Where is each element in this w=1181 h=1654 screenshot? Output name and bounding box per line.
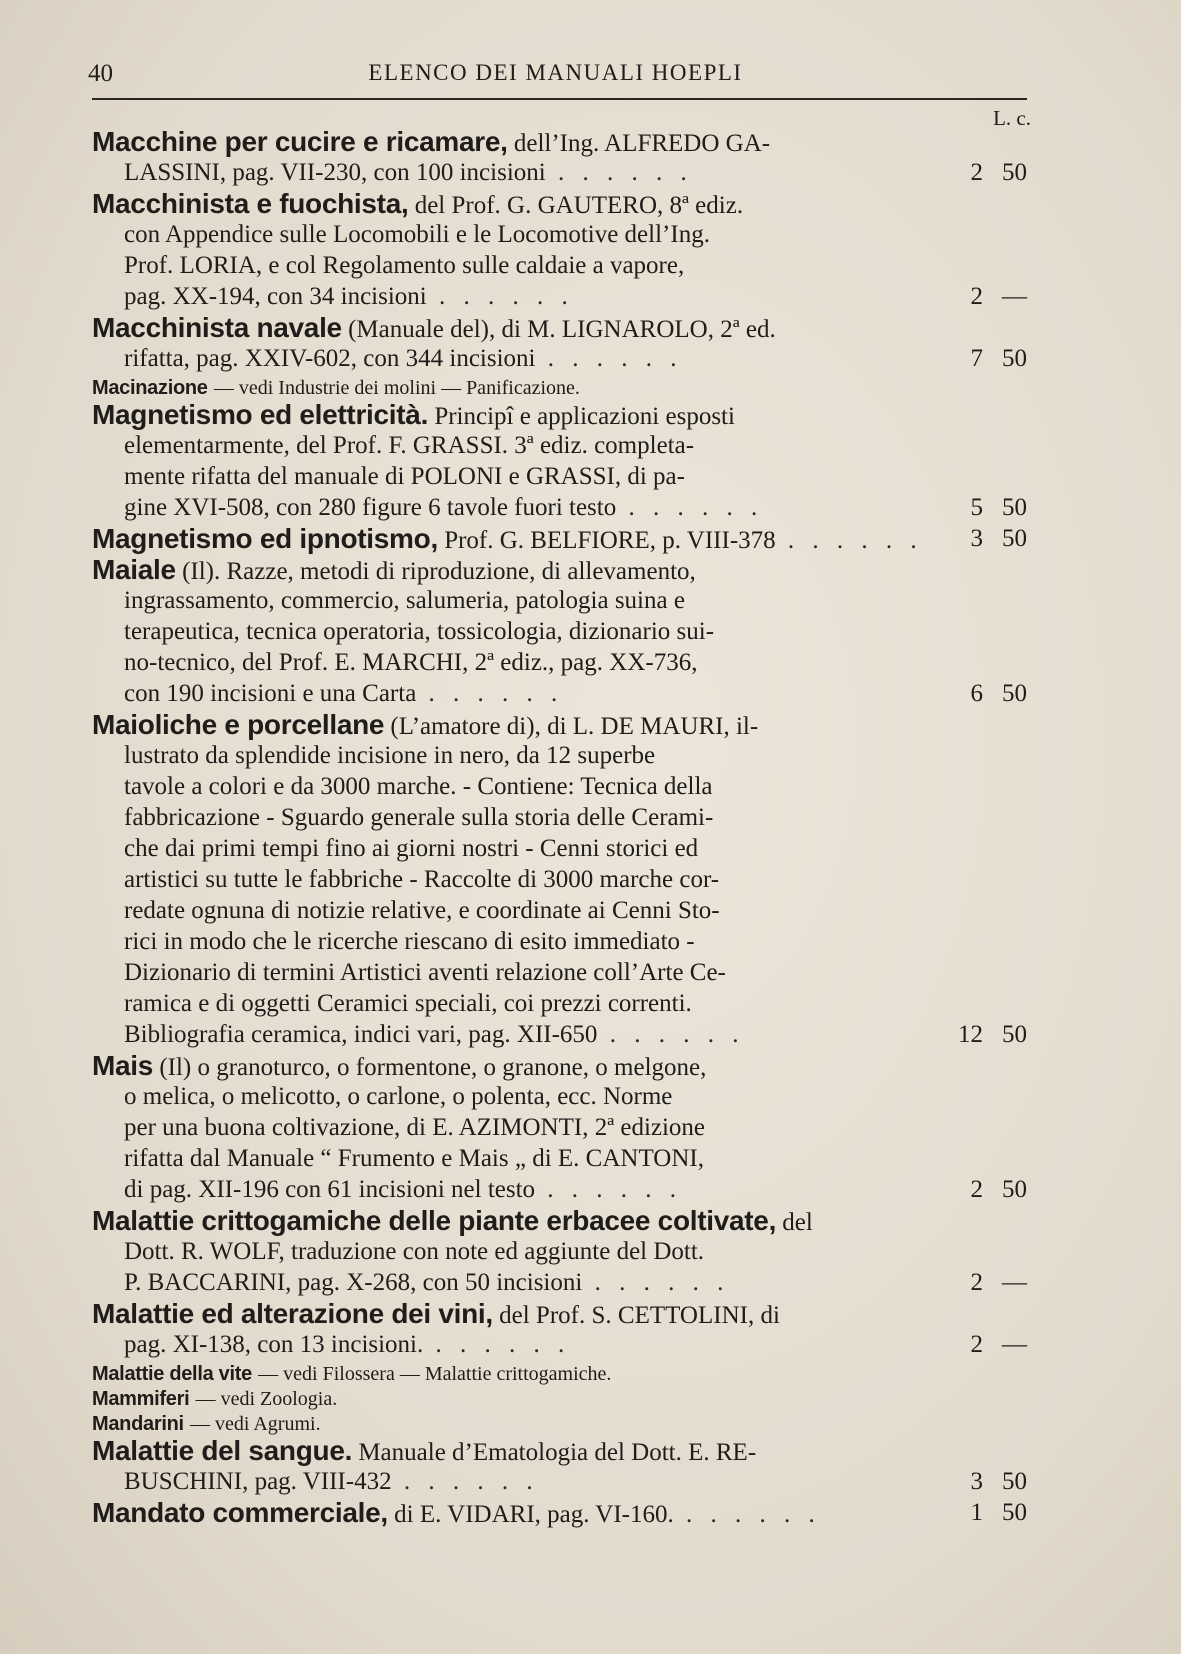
price-cents: 50: [1002, 1021, 1027, 1048]
entry-line: [92, 126, 1027, 157]
dot-leader: . . . . . .: [426, 283, 574, 310]
dot-leader: . . . . . .: [775, 527, 923, 554]
catalog-entries: [92, 126, 1027, 1528]
entry-keyword: Macchine per cucire e ricamare,: [92, 126, 508, 157]
catalog-entry: [92, 188, 1027, 312]
catalog-entry: [92, 1435, 1027, 1497]
entry-line: [92, 1497, 1027, 1528]
entry-line: [92, 1385, 1027, 1410]
entry-text: fabbricazione - Sguardo generale sulla storia delle Cerami-: [124, 804, 714, 831]
entry-line: [92, 957, 1027, 988]
entry-text: gine XVI-508, con 280 figure 6 tavole fuori testo: [124, 494, 617, 521]
entry-price: [937, 1466, 1027, 1497]
price-lire: 6: [970, 680, 983, 707]
entry-line: [92, 771, 1027, 802]
price-lire: 3: [970, 1468, 983, 1495]
cross-reference-entry: [92, 1385, 1027, 1410]
dot-leader: . . . . . .: [535, 1176, 683, 1203]
dot-leader: . . . . . .: [582, 1269, 730, 1296]
entry-line: [92, 1205, 1027, 1236]
cross-reference-entry: [92, 1360, 1027, 1385]
catalog-entry: [92, 523, 1027, 554]
price-lire: 2: [970, 1269, 983, 1296]
price-cents: 50: [1002, 680, 1027, 707]
price-lire: 2: [970, 1176, 983, 1203]
entry-keyword: Malattie crittogamiche delle piante erbacee coltivate,: [92, 1205, 777, 1236]
dot-leader: . . . . . .: [545, 159, 693, 186]
entry-line: [92, 709, 1027, 740]
entry-line: [92, 1298, 1027, 1329]
dot-leader: . . . . . .: [535, 345, 683, 372]
entry-line: [92, 1410, 1027, 1435]
entry-line: [92, 802, 1027, 833]
entry-keyword: Maioliche e porcellane: [92, 709, 385, 740]
entry-text: BUSCHINI, pag. VIII-432: [124, 1468, 392, 1495]
catalog-entry: [92, 709, 1027, 1050]
header-rule: [92, 98, 1027, 100]
entry-text: — vedi Zoologia.: [195, 1388, 338, 1410]
entry-text: — vedi Agrumi.: [190, 1413, 321, 1435]
entry-line: [92, 895, 1027, 926]
entry-line: [92, 554, 1027, 585]
entry-line: [92, 1174, 1027, 1205]
entry-text: del Prof. S. CETTOLINI, di: [499, 1302, 780, 1329]
dot-leader: . . . . . .: [391, 1468, 539, 1495]
catalog-entry: [92, 1298, 1027, 1360]
entry-line: [92, 585, 1027, 616]
entry-text: rici in modo che le ricerche riescano di esito immediato -: [124, 928, 695, 955]
entry-line: [92, 430, 1027, 461]
entry-line: [92, 1019, 1027, 1050]
entry-line: [92, 399, 1027, 430]
entry-text: per una buona coltivazione, di E. AZIMONTI, 2ª edizione: [124, 1114, 706, 1141]
entry-keyword: Magnetismo ed elettricità.: [92, 399, 429, 430]
entry-line: [92, 1112, 1027, 1143]
entry-text: lustrato da splendide incisione in nero, da 12 superbe: [124, 742, 656, 769]
entry-text: di pag. XII-196 con 61 incisioni nel testo: [124, 1176, 536, 1203]
dot-leader: . . . . . .: [423, 1331, 571, 1358]
entry-line: [92, 250, 1027, 281]
catalog-entry: [92, 554, 1027, 709]
price-lire: 2: [970, 1331, 983, 1358]
entry-price: [937, 1497, 1027, 1528]
entry-keyword: Mais: [92, 1050, 154, 1081]
price-cents: 50: [1002, 1468, 1027, 1495]
entry-text: che dai primi tempi fino ai giorni nostri - Cenni storici ed: [124, 835, 699, 862]
entry-text: no-tecnico, del Prof. E. MARCHI, 2ª ediz., pag. XX-736,: [124, 649, 698, 676]
entry-line: [92, 647, 1027, 678]
entry-text: rifatta, pag. XXIV-602, con 344 incisioni: [124, 345, 536, 372]
entry-price: [937, 678, 1027, 709]
entry-price: [937, 1329, 1027, 1360]
entry-text: artistici su tutte le fabbriche - Raccolte di 3000 marche cor-: [124, 866, 720, 893]
catalog-entry: [92, 1497, 1027, 1528]
entry-text: Principî e applicazioni esposti: [434, 403, 735, 430]
entry-text: ramica e di oggetti Ceramici speciali, coi prezzi correnti.: [124, 990, 692, 1017]
entry-text: rifatta dal Manuale “ Frumento e Mais „ di E. CANTONI,: [124, 1145, 704, 1172]
entry-text: (Il) o granoturco, o formentone, o granone, o melgone,: [159, 1054, 707, 1081]
price-cents: 50: [1002, 494, 1027, 521]
entry-price: [937, 523, 1027, 554]
entry-keyword: Macchinista e fuochista,: [92, 188, 409, 219]
entry-text: con Appendice sulle Locomobili e le Locomotive dell’Ing.: [124, 221, 710, 248]
entry-text: di E. VIDARI, pag. VI-160.: [394, 1501, 674, 1528]
entry-line: [92, 1329, 1027, 1360]
price-lire: 5: [970, 494, 983, 521]
price-cents: —: [1002, 283, 1027, 310]
catalog-entry: [92, 1050, 1027, 1205]
entry-line: [92, 523, 1027, 554]
entry-text: redate ognuna di notizie relative, e coordinate ai Cenni Sto-: [124, 897, 720, 924]
entry-line: [92, 461, 1027, 492]
entry-price: [937, 492, 1027, 523]
entry-text: Prof. G. BELFIORE, p. VIII-378: [444, 527, 776, 554]
entry-text: del: [782, 1209, 813, 1236]
entry-keyword: Maiale: [92, 554, 176, 585]
entry-line: [92, 374, 1027, 399]
entry-text: terapeutica, tecnica operatoria, tossicologia, dizionario sui-: [124, 618, 715, 645]
price-cents: 50: [1002, 345, 1027, 372]
entry-line: [92, 616, 1027, 647]
price-cents: 50: [1002, 1499, 1027, 1526]
entry-text: — vedi Filossera — Malattie crittogamiche.: [258, 1363, 612, 1385]
entry-line: [92, 1143, 1027, 1174]
running-title: ELENCO DEI MANUALI HOEPLI: [368, 60, 743, 85]
entry-text: Dizionario di termini Artistici aventi relazione coll’Arte Ce-: [124, 959, 726, 986]
entry-text: tavole a colori e da 3000 marche. - Contiene: Tecnica della: [124, 773, 713, 800]
catalog-entry: [92, 399, 1027, 523]
entry-line: [92, 864, 1027, 895]
entry-keyword: Malattie della vite: [92, 1363, 252, 1385]
entry-keyword: Malattie ed alterazione dei vini,: [92, 1298, 493, 1329]
entry-line: [92, 678, 1027, 709]
entry-text: Prof. LORIA, e col Regolamento sulle caldaie a vapore,: [124, 252, 685, 279]
price-cents: —: [1002, 1331, 1027, 1358]
entry-line: [92, 1466, 1027, 1497]
entry-text: dell’Ing. ALFREDO GA-: [513, 130, 771, 157]
cross-reference-entry: [92, 1410, 1027, 1435]
entry-text: (Il). Razze, metodi di riproduzione, di allevamento,: [182, 558, 696, 585]
entry-text: (Manuale del), di M. LIGNAROLO, 2ª ed.: [348, 316, 776, 343]
entry-line: [92, 492, 1027, 523]
price-lire: 2: [970, 159, 983, 186]
entry-text: Manuale d’Ematologia del Dott. E. RE-: [358, 1439, 757, 1466]
entry-line: [92, 1435, 1027, 1466]
catalog-entry: [92, 312, 1027, 374]
price-cents: 50: [1002, 159, 1027, 186]
entry-keyword: Macinazione: [92, 377, 208, 399]
entry-keyword: Mammiferi: [92, 1388, 190, 1410]
entry-price: [937, 1174, 1027, 1205]
page-header: [88, 56, 1023, 96]
entry-text: del Prof. G. GAUTERO, 8ª ediz.: [414, 192, 744, 219]
price-lire: 7: [970, 345, 983, 372]
price-cents: —: [1002, 1269, 1027, 1296]
entry-text: mente rifatta del manuale di POLONI e GRASSI, di pa-: [124, 463, 685, 490]
entry-price: [937, 281, 1027, 312]
entry-line: [92, 343, 1027, 374]
entry-text: (L’amatore di), di L. DE MAURI, il-: [390, 713, 759, 740]
dot-leader: . . . . . .: [416, 680, 564, 707]
price-lire: 12: [958, 1021, 983, 1048]
entry-line: [92, 1360, 1027, 1385]
entry-keyword: Malattie del sangue.: [92, 1435, 353, 1466]
entry-line: [92, 833, 1027, 864]
entry-line: [92, 740, 1027, 771]
entry-text: Bibliografia ceramica, indici vari, pag. XII-650: [124, 1021, 598, 1048]
price-cents: 50: [1002, 1176, 1027, 1203]
entry-price: [937, 1019, 1027, 1050]
entry-text: pag. XX-194, con 34 incisioni: [124, 283, 427, 310]
dot-leader: . . . . . .: [616, 494, 764, 521]
entry-price: [937, 1267, 1027, 1298]
catalog-entry: [92, 126, 1027, 188]
price-lire: 1: [970, 1499, 983, 1526]
entry-line: [92, 988, 1027, 1019]
entry-line: [92, 1081, 1027, 1112]
entry-line: [92, 219, 1027, 250]
entry-text: — vedi Industrie dei molini — Panificazione.: [213, 377, 580, 399]
entry-keyword: Magnetismo ed ipnotismo,: [92, 523, 438, 554]
entry-line: [92, 188, 1027, 219]
entry-text: LASSINI, pag. VII-230, con 100 incisioni: [124, 159, 546, 186]
entry-text: P. BACCARINI, pag. X-268, con 50 incisioni: [124, 1269, 583, 1296]
price-cents: 50: [1002, 525, 1027, 552]
entry-keyword: Mandarini: [92, 1413, 184, 1435]
dot-leader: . . . . . .: [673, 1501, 821, 1528]
entry-text: con 190 incisioni e una Carta: [124, 680, 417, 707]
entry-text: Dott. R. WOLF, traduzione con note ed aggiunte del Dott.: [124, 1238, 705, 1265]
entry-line: [92, 1050, 1027, 1081]
entry-price: [937, 343, 1027, 374]
entry-line: [92, 281, 1027, 312]
entry-line: [92, 312, 1027, 343]
entry-keyword: Mandato commerciale,: [92, 1497, 388, 1528]
page-number: 40: [88, 60, 113, 87]
entry-line: [92, 1267, 1027, 1298]
price-lire: 2: [970, 283, 983, 310]
entry-price: [937, 157, 1027, 188]
dot-leader: . . . . . .: [597, 1021, 745, 1048]
price-lire: 3: [970, 525, 983, 552]
entry-line: [92, 926, 1027, 957]
entry-line: [92, 157, 1027, 188]
catalog-entry: [92, 1205, 1027, 1298]
entry-text: pag. XI-138, con 13 incisioni.: [124, 1331, 424, 1358]
entry-text: elementarmente, del Prof. F. GRASSI. 3ª ediz. completa-: [124, 432, 695, 459]
entry-text: o melica, o melicotto, o carlone, o polenta, ecc. Norme: [124, 1083, 673, 1110]
entry-text: ingrassamento, commercio, salumeria, patologia suina e: [124, 587, 685, 614]
entry-line: [92, 1236, 1027, 1267]
currency-column-label: L. c.: [993, 106, 1031, 130]
entry-keyword: Macchinista navale: [92, 312, 342, 343]
cross-reference-entry: [92, 374, 1027, 399]
